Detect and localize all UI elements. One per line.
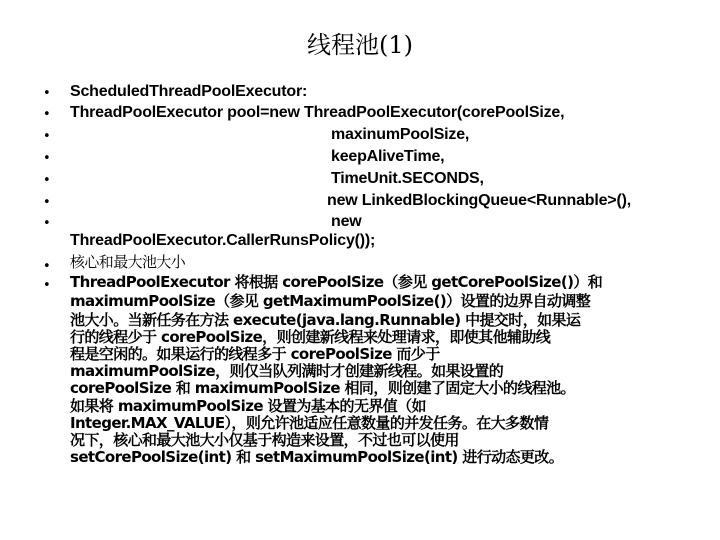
paragraph-line: maximumPoolSize，则仅当队列满时才创建新线程。如果设置的 (70, 362, 504, 380)
paragraph-line: maximumPoolSize（参见 getMaximumPoolSize()）设置的边界自动调整 (70, 292, 591, 310)
code-line: keepAliveTime, (331, 148, 445, 165)
code-line: maxinumPoolSize, (331, 126, 470, 143)
bullet-marker: • (43, 195, 51, 210)
code-line: ScheduledThreadPoolExecutor: (70, 83, 308, 100)
code-line: ThreadPoolExecutor.CallerRunsPolicy()); (70, 232, 376, 249)
code-line: new (331, 213, 362, 230)
section-heading: 核心和最大池大小 (70, 253, 186, 271)
paragraph-line: 况下，核心和最大池大小仅基于构造来设置，不过也可以使用 (70, 431, 459, 449)
bullet-marker: • (43, 216, 51, 231)
bullet-marker: • (43, 278, 51, 293)
paragraph-line: 行的线程少于 corePoolSize，则创建新线程来处理请求，即使其他辅助线 (70, 328, 551, 346)
paragraph-line: 池大小。当新任务在方法 execute(java.lang.Runnable) 中提交时，如果运 (70, 311, 581, 329)
bullet-marker: • (43, 259, 51, 274)
paragraph-line: 如果将 maximumPoolSize 设置为基本的无界值（如 (70, 397, 426, 415)
slide-title: 线程池(1) (307, 31, 413, 59)
bullet-marker: • (43, 129, 51, 144)
paragraph-line: ThreadPoolExecutor 将根据 corePoolSize（参见 getCorePoolSize()）和 (70, 273, 603, 291)
bullet-marker: • (43, 173, 51, 188)
code-line: ThreadPoolExecutor pool=new ThreadPoolExecutor(corePoolSize, (70, 104, 565, 121)
paragraph-line: corePoolSize 和 maximumPoolSize 相同，则创建了固定大小的线程池。 (70, 379, 575, 397)
code-line: TimeUnit.SECONDS, (331, 170, 484, 187)
bullet-marker: • (43, 107, 51, 122)
paragraph-line: 程是空闲的。如果运行的线程多于 corePoolSize 而少于 (70, 345, 440, 363)
bullet-marker: • (43, 151, 51, 166)
paragraph-line: Integer.MAX_VALUE），则允许池适应任意数量的并发任务。在大多数情 (70, 414, 549, 432)
paragraph-line: setCorePoolSize(int) 和 setMaximumPoolSize(int) 进行动态更改。 (70, 448, 564, 466)
bullet-marker: • (43, 86, 51, 101)
code-line: new LinkedBlockingQueue<Runnable>(), (327, 192, 631, 209)
